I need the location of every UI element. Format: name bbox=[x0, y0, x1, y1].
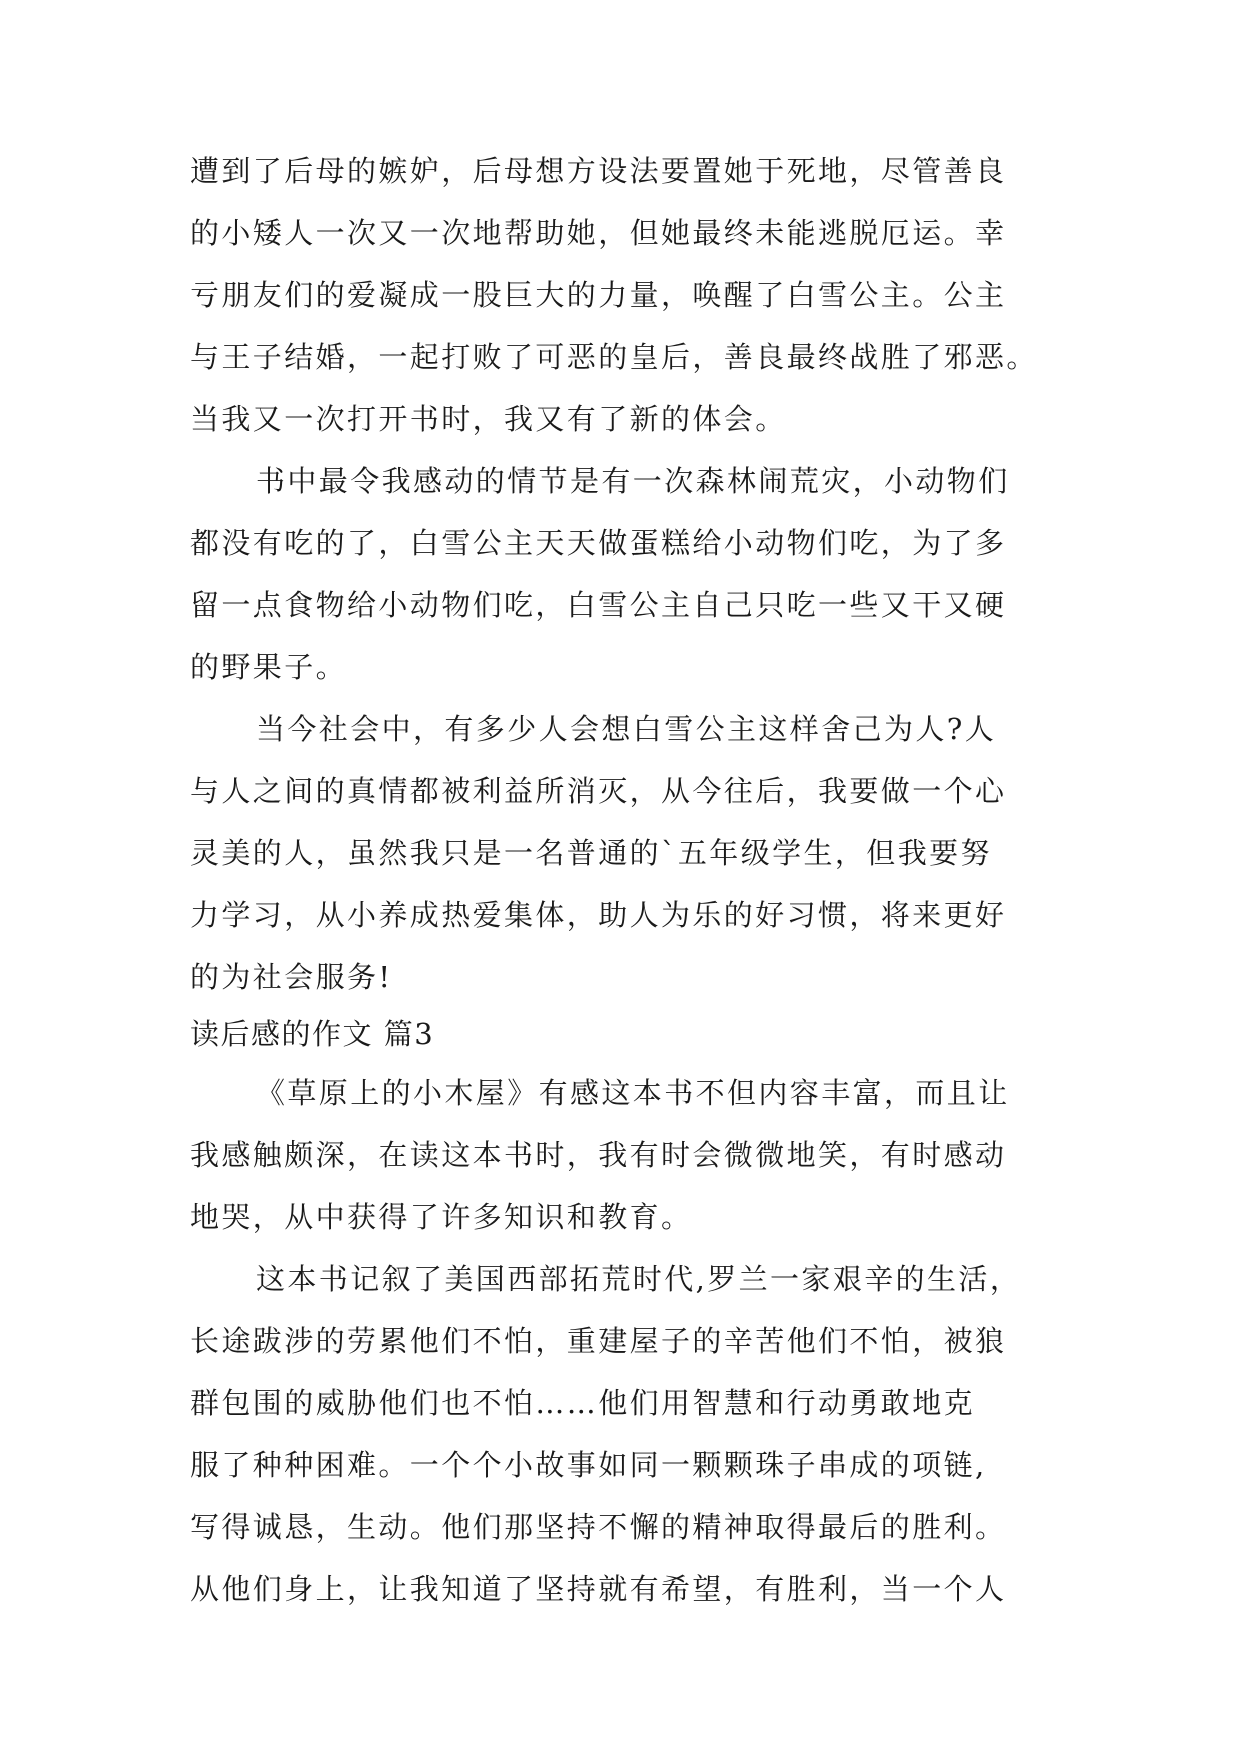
paragraph-line: 我感触颇深，在读这本书时，我有时会微微地笑，有时感动 bbox=[190, 1138, 1007, 1172]
paragraph-line: 地哭，从中获得了许多知识和教育。 bbox=[190, 1200, 693, 1234]
paragraph-line: 留一点食物给小动物们吃，白雪公主自己只吃一些又干又硬 bbox=[190, 588, 1007, 622]
paragraph-line: 与人之间的真情都被利益所消灭，从今往后，我要做一个心 bbox=[190, 774, 1007, 808]
paragraph-line: 当我又一次打开书时，我又有了新的体会。 bbox=[190, 402, 787, 436]
section-heading: 读后感的作文 篇3 bbox=[190, 1017, 435, 1051]
paragraph-line: 力学习，从小养成热爱集体，助人为乐的好习惯，将来更好 bbox=[190, 898, 1007, 932]
paragraph-line: 《草原上的小木屋》有感这本书不但内容丰富，而且让 bbox=[256, 1076, 1010, 1110]
paragraph-line: 书中最令我感动的情节是有一次森林闹荒灾，小动物们 bbox=[256, 464, 1010, 498]
paragraph-line: 都没有吃的了，白雪公主天天做蛋糕给小动物们吃，为了多 bbox=[190, 526, 1007, 560]
paragraph-line: 当今社会中，有多少人会想白雪公主这样舍己为人?人 bbox=[256, 712, 997, 746]
paragraph-line: 亏朋友们的爱凝成一股巨大的力量，唤醒了白雪公主。公主 bbox=[190, 278, 1007, 312]
paragraph-line: 的野果子。 bbox=[190, 650, 348, 684]
paragraph-line: 服了种种困难。一个个小故事如同一颗颗珠子串成的项链, bbox=[190, 1448, 987, 1482]
paragraph-line: 的小矮人一次又一次地帮助她，但她最终未能逃脱厄运。幸 bbox=[190, 216, 1007, 250]
paragraph-line: 与王子结婚，一起打败了可恶的皇后，善良最终战胜了邪恶。 bbox=[190, 340, 1038, 374]
paragraph-line: 遭到了后母的嫉妒，后母想方设法要置她于死地，尽管善良 bbox=[190, 154, 1007, 188]
paragraph-line: 从他们身上，让我知道了坚持就有希望，有胜利，当一个人 bbox=[190, 1572, 1007, 1606]
paragraph-line: 的为社会服务! bbox=[190, 960, 393, 994]
paragraph-line: 灵美的人，虽然我只是一名普通的`五年级学生，但我要努 bbox=[190, 836, 992, 870]
paragraph-line: 这本书记叙了美国西部拓荒时代,罗兰一家艰辛的生活， bbox=[256, 1262, 1022, 1296]
paragraph-line: 群包围的威胁他们也不怕……他们用智慧和行动勇敢地克 bbox=[190, 1386, 976, 1420]
paragraph-line: 长途跋涉的劳累他们不怕，重建屋子的辛苦他们不怕，被狼 bbox=[190, 1324, 1007, 1358]
paragraph-line: 写得诚恳，生动。他们那坚持不懈的精神取得最后的胜利。 bbox=[190, 1510, 1007, 1544]
